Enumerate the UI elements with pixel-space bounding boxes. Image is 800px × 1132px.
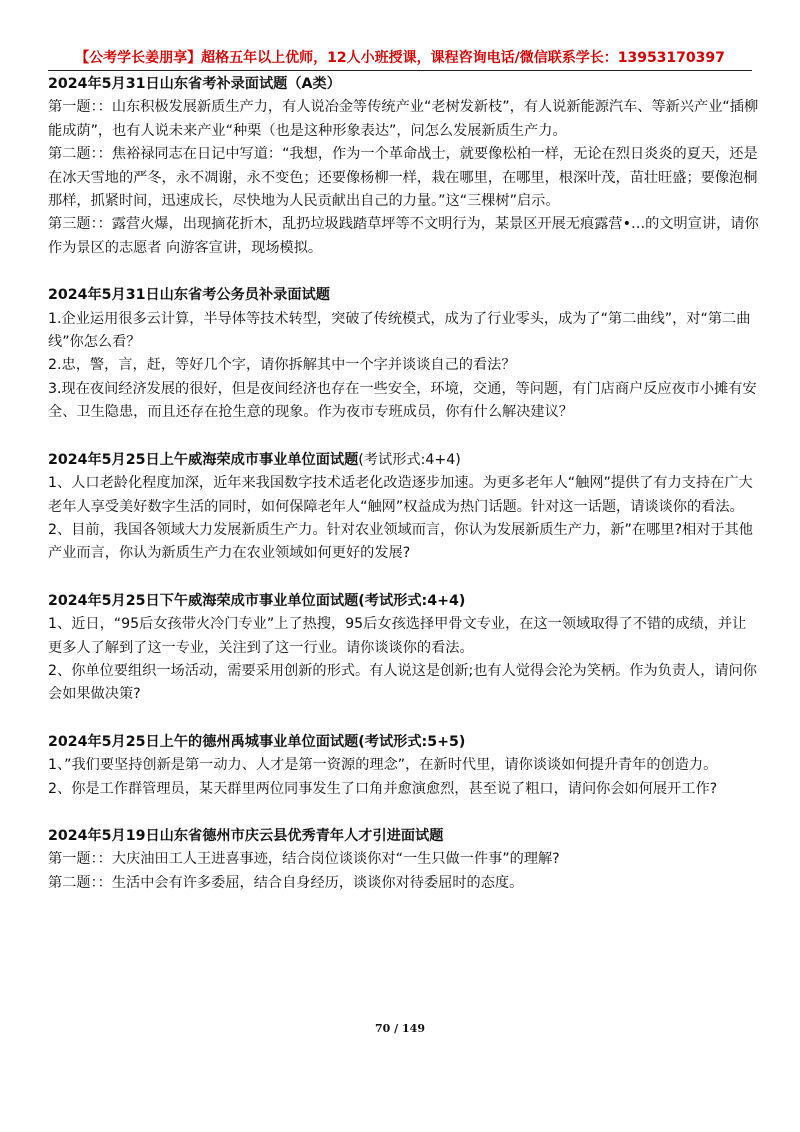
question-item: 第二题：：焦裕禄同志在日记中写道：“我想，作为一个革命战士，就要像松柏一样，无论在烈日炎炎的夏天，还是在冰天雪地的严冬，永不凋谢，永不变色；还要像杨柳一样，栽在哪里，在哪里，根深叶茂，苗壮旺盛；要像泡桐那样，抓紧时间，迅速成长，尽快地为人民贡献出自己的力量。”这“三棵树”启示。 <box>48 146 758 210</box>
section-title: 2024年5月31日山东省考补录面试题（A类） <box>48 76 341 92</box>
section-title: 2024年5月25日上午威海荣成市事业单位面试题(考试形式:4+4) <box>48 451 461 468</box>
exam-format-note: (考试形式:4+4) <box>358 451 461 468</box>
page-total: 149 <box>402 1022 425 1035</box>
question-item: 2、你是工作群管理员，某天群里两位同事发生了口角并愈演愈烈，甚至说了粗口，请问你会如何展开工作? <box>48 780 718 797</box>
section-title: 2024年5月25日下午威海荣成市事业单位面试题(考试形式:4+4) <box>48 592 466 609</box>
page-separator: / <box>394 1022 399 1035</box>
question-item: 第二题：：生活中会有许多委屈，结合自身经历，谈谈你对待委屈时的态度。 <box>48 874 524 891</box>
exam-section <box>48 825 760 895</box>
question-item: 2.忠，警，言，赶，等好几个字，请你拆解其中一个字并谈谈自己的看法？ <box>48 357 516 374</box>
question-item: 1、”我们要坚持创新是第一动力、人才是第一资源的理念”，在新时代里，请你谈谈如何提升青年的创造力。 <box>48 757 718 774</box>
exam-section <box>48 590 760 707</box>
question-item: 1、近日，“95后女孩带火冷门专业”上了热搜，95后女孩选择甲骨文专业，在这一领域取得了不错的成绩，并让更多人了解到了这一专业，关注到了这一行业。请你谈谈你的看法。 <box>48 616 747 656</box>
page-number <box>0 1022 800 1035</box>
exam-section <box>48 731 760 801</box>
promo-header: 【公考学长姜朋享】超格五年以上优师，12人小班授课，课程咨询电话/微信联系学长：13953170397 <box>75 50 725 66</box>
question-item: 2、目前，我国各领域大力发展新质生产力。针对农业领域而言，你认为发展新质生产力，新”在哪里?相对于其他产业而言，你认为新质生产力在农业领域如何更好的发展? <box>48 521 753 562</box>
page-current: 70 <box>375 1022 391 1035</box>
question-item: 第三题：：露营火爆，出现摘花折木，乱扔垃圾践踏草坪等不文明行为，某景区开展无痕露营•…的文明宣讲，请你作为景区的志愿者 向游客宣讲，现场模拟。 <box>48 216 759 256</box>
exam-section <box>48 449 760 566</box>
question-item: 1.企业运用很多云计算，半导体等技术转型，突破了传统模式，成为了行业零头，成为了“第二曲线”，对“第二曲线”你怎么看？ <box>48 310 751 351</box>
question-item: 1、人口老龄化程度加深，近年来我国数字技术适老化改造逐步加速。为更多老年人“触网”提供了有力支持在广大老年人享受美好数字生活的同时，如何保障老年人“触网”权益成为热门话题。针对这一话题，请谈谈你的看法。 <box>48 475 753 515</box>
document-body <box>48 73 760 919</box>
question-item: 2、你单位要组织一场活动，需要采用创新的形式。有人说这是创新;也有人觉得会沦为笑柄。作为负责人，请问你会如果做决策? <box>48 662 757 703</box>
question-item: 第一题：：山东积极发展新质生产力，有人说冶金等传统产业“老树发新枝”，有人说新能源汽车、等新兴产业“插柳能成荫”，也有人说未来产业“种栗（也是这种形象表达”，问怎么发展新质生产力。 <box>48 99 759 139</box>
section-title: 2024年5月19日山东省德州市庆云县优秀青年人才引进面试题 <box>48 827 444 844</box>
section-title: 2024年5月31日山东省考公务员补录面试题 <box>48 287 330 304</box>
question-item: 3.现在夜间经济发展的很好，但是夜间经济也存在一些安全，环境，交通，等问题，有门店商户反应夜市小摊有安全、卫生隐患，而且还存在抢生意的现象。作为夜市专班成员，你有什么解决建议？ <box>48 380 757 421</box>
question-item: 第一题：：大庆油田工人王进喜事迹，结合岗位谈谈你对“一生只做一件事”的理解? <box>48 851 560 868</box>
exam-section <box>48 73 760 260</box>
exam-section <box>48 284 760 424</box>
header-divider <box>48 70 752 71</box>
section-title: 2024年5月25日上午的德州禹城事业单位面试题(考试形式:5+5) <box>48 733 466 750</box>
